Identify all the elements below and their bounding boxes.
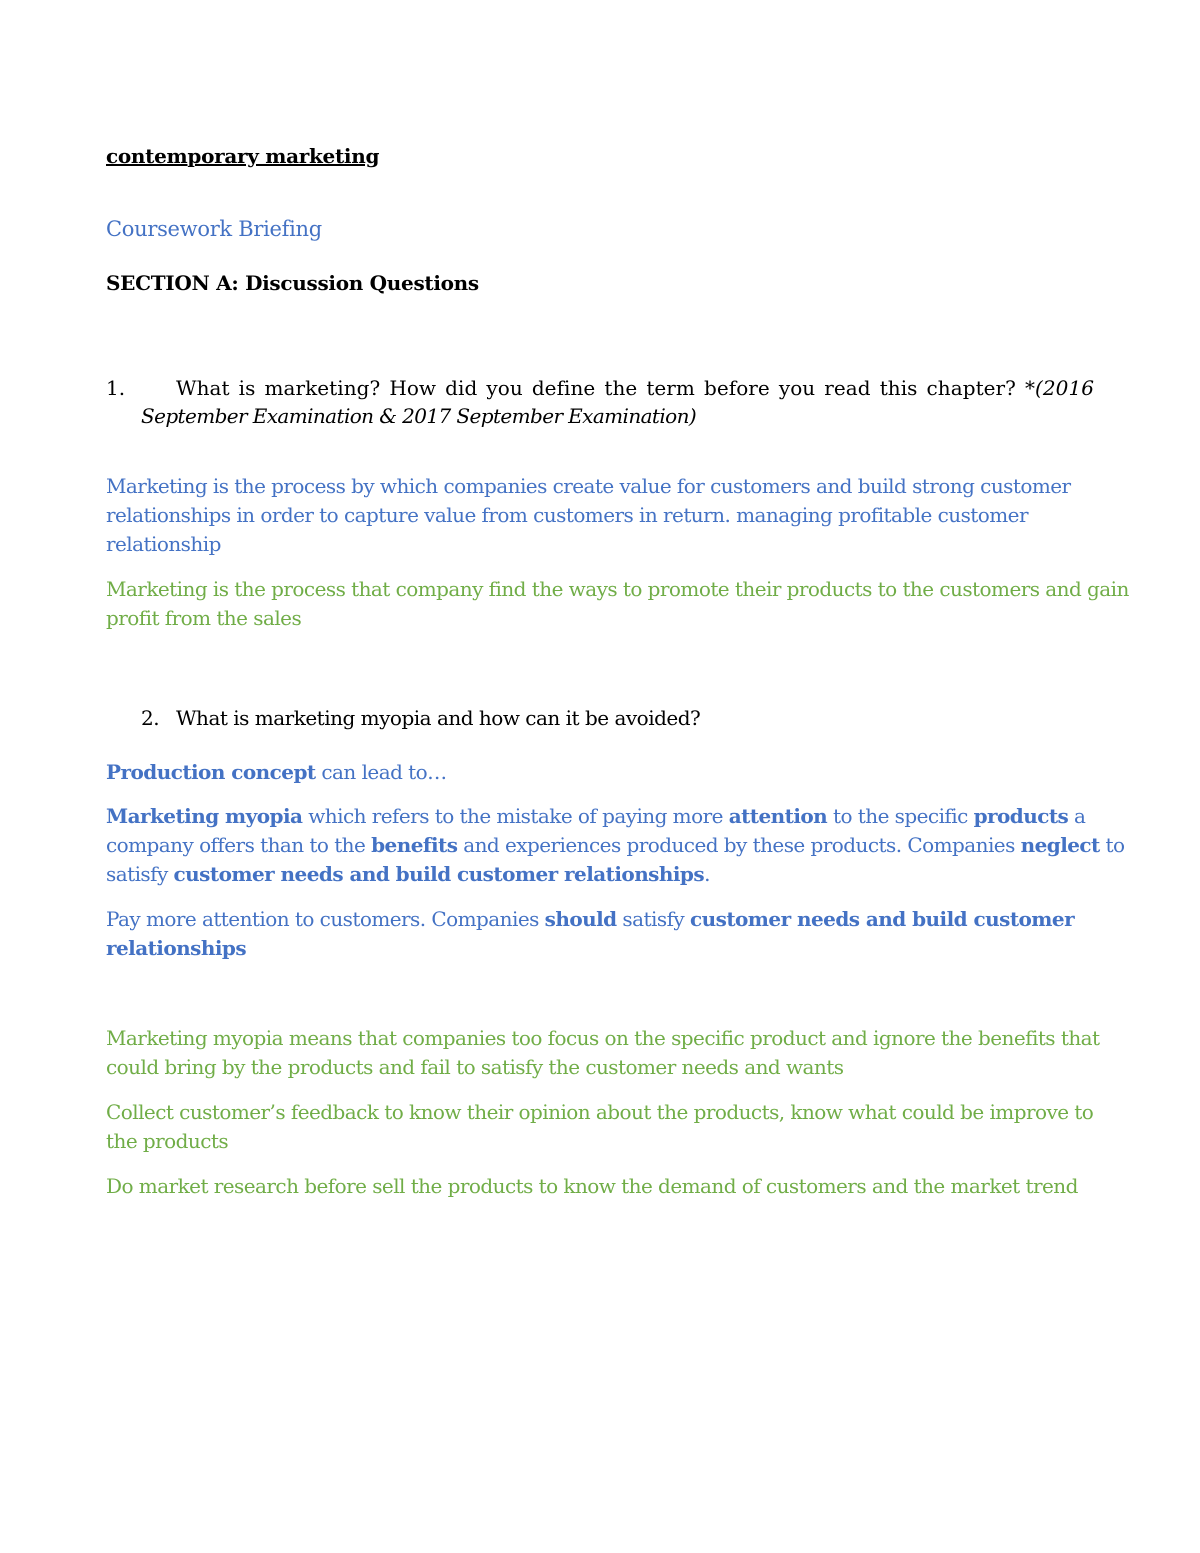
answer-2-myopia-line bbox=[106, 802, 1106, 831]
text-run: satisfy bbox=[106, 862, 174, 886]
bold-term: products bbox=[973, 804, 1069, 828]
bold-term: Production concept bbox=[106, 760, 316, 784]
text-run: Pay more attention to customers. Companies bbox=[106, 907, 545, 931]
question-1 bbox=[106, 374, 1094, 430]
question-1-exam-start: (2016 bbox=[1035, 376, 1094, 400]
text-run: to the specific bbox=[827, 804, 974, 828]
section-heading: SECTION A: Discussion Questions bbox=[106, 271, 479, 295]
question-2-text: What is marketing myopia and how can it be avoided? bbox=[176, 706, 701, 730]
answer-2-green-feedback bbox=[106, 1098, 1106, 1156]
text-run: . bbox=[704, 862, 710, 886]
question-2-number: 2. bbox=[141, 706, 160, 730]
answer-1-green-line: Marketing is the process that company find the ways to promote their products to the customers and gain bbox=[106, 577, 1129, 601]
answer-2-production-concept-line bbox=[106, 758, 1106, 787]
question-1-number: 1. bbox=[106, 376, 126, 400]
answer-1-green-line: profit from the sales bbox=[106, 606, 302, 630]
answer-1-blue-line: relationship bbox=[106, 532, 221, 556]
answer-2-pay-attention-line bbox=[106, 905, 1106, 934]
document-title: contemporary marketing bbox=[106, 144, 380, 168]
answer-2-green-line: could bring by the products and fail to satisfy the customer needs and wants bbox=[106, 1055, 844, 1079]
answer-2-green-line: the products bbox=[106, 1129, 229, 1153]
answer-2-myopia-definition bbox=[106, 802, 1125, 889]
bold-term: customer needs and build customer bbox=[689, 907, 1075, 931]
answer-2-production-concept bbox=[106, 758, 1106, 787]
text-run: to bbox=[1099, 833, 1125, 857]
bold-term: benefits bbox=[371, 833, 458, 857]
answer-1-blue bbox=[106, 472, 1106, 559]
question-1-exam-note: September Examination & 2017 September Examination) bbox=[141, 404, 697, 428]
bold-term: should bbox=[544, 907, 617, 931]
question-1-body: What is marketing? How did you define the term before you read this chapter? * bbox=[176, 376, 1036, 400]
answer-2-pay-attention bbox=[106, 905, 1106, 963]
answer-2-green-line: Do market research before sell the products to know the demand of customers and the market trend bbox=[106, 1174, 1078, 1198]
answer-2-green-line: Collect customer’s feedback to know their opinion about the products, know what could be improve to bbox=[106, 1100, 1094, 1124]
bold-term: relationships bbox=[106, 936, 247, 960]
answer-1-green bbox=[106, 575, 1129, 633]
bold-term: attention bbox=[728, 804, 828, 828]
bold-term: Marketing myopia bbox=[106, 804, 303, 828]
briefing-heading: Coursework Briefing bbox=[106, 217, 322, 241]
text-run: company offers than to the bbox=[106, 833, 372, 857]
answer-2-green-line: Marketing myopia means that companies too focus on the specific product and ignore the benefits that bbox=[106, 1026, 1100, 1050]
answer-1-blue-line: relationships in order to capture value from customers in return. managing profitable customer bbox=[106, 503, 1028, 527]
answer-1-blue-line: Marketing is the process by which companies create value for customers and build strong customer bbox=[106, 474, 1071, 498]
text-run: a bbox=[1068, 804, 1086, 828]
answer-2-green-myopia bbox=[106, 1024, 1106, 1082]
bold-term: neglect bbox=[1020, 833, 1100, 857]
question-1-text bbox=[106, 374, 1094, 402]
answer-2-pay-attention-line bbox=[106, 934, 1106, 963]
answer-2-myopia-line bbox=[106, 860, 1106, 889]
text-run: can lead to… bbox=[315, 760, 447, 784]
answer-2-myopia-line bbox=[106, 831, 1125, 860]
text-run: and experiences produced by these products. Companies bbox=[457, 833, 1021, 857]
bold-term: customer needs and build customer relationships bbox=[173, 862, 705, 886]
text-run: which refers to the mistake of paying more bbox=[302, 804, 729, 828]
answer-2-green-research bbox=[106, 1172, 1106, 1201]
text-run: satisfy bbox=[616, 907, 690, 931]
